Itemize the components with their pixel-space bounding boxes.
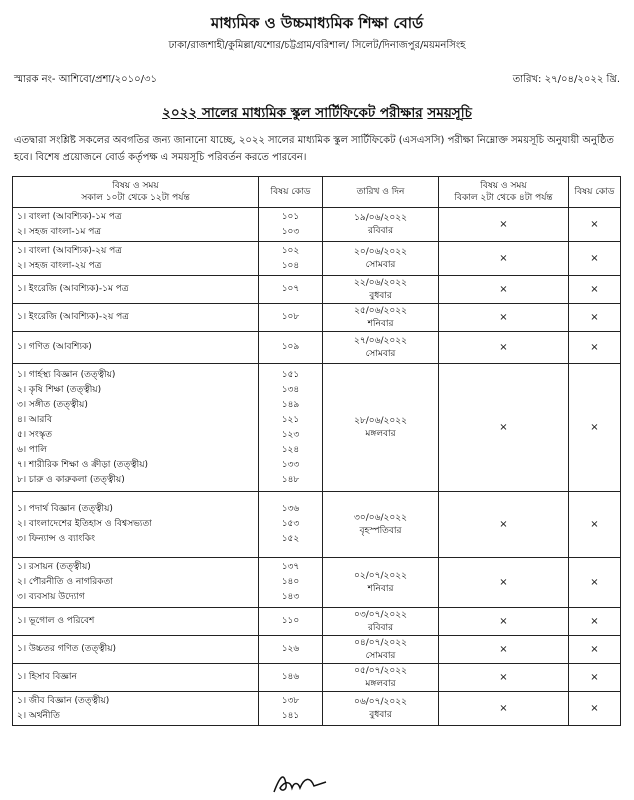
afternoon-subject-cell: × [439, 692, 569, 726]
table-row [13, 242, 621, 276]
table-row [13, 276, 621, 304]
subject-code: ১০৯ [281, 342, 300, 352]
exam-day: সোমবার [365, 259, 396, 270]
header-afternoon-code: বিষয় কোড [569, 177, 621, 208]
subject-code: ১৫৩ [281, 519, 300, 529]
header-subject-code: বিষয় কোড [259, 177, 323, 208]
afternoon-code-cell: × [569, 692, 621, 726]
subject-name: ২। সহজ বাংলা-১ম পত্র [17, 226, 101, 237]
date-cell [323, 242, 439, 276]
subject-code: ১৪১ [281, 710, 300, 721]
exam-day: বুধবার [369, 290, 392, 301]
table-row [13, 492, 621, 558]
code-cell [259, 664, 323, 692]
exam-date: ২০/০৬/২০২২ [354, 246, 407, 257]
header-subject-time-label: বিষয় ও সময় [112, 181, 159, 191]
exam-date: ৩০/০৬/২০২২ [354, 512, 407, 523]
subject-code: ১০৩ [281, 226, 300, 237]
afternoon-code-cell: × [569, 492, 621, 558]
exam-date: ০২/০৭/২০২২ [354, 570, 407, 581]
subject-code: ১৫১ [281, 369, 300, 380]
schedule-body [13, 208, 621, 726]
exam-day: রবিবার [367, 622, 394, 633]
subject-name: ৫। সংস্কৃত [17, 429, 52, 440]
date-cell [323, 608, 439, 636]
intro-paragraph: এতদ্বারা সংশ্লিষ্ট সকলের অবগতির জন্য জানানো যাচ্ছে, ২০২২ সালের মাধ্যমিক স্কুল সার্টিফিকেট (এসএসসি) পরীক্ষা নিম্নোক্ত সময়সূচি অনুযায়ী অনুষ্ঠিত হবে। বিশেষ প্রয়োজনে বোর্ড কর্তৃপক্ষ এ সময়সূচি পরিবর্তন করতে পারবেন। [14, 135, 614, 163]
header-morning-label: সকাল ১০টা থেকে ১২টা পর্যন্ত [81, 193, 190, 203]
afternoon-code-cell: × [569, 636, 621, 664]
exam-date: ২৫/০৬/২০২২ [354, 305, 407, 316]
signature [270, 768, 330, 796]
exam-day: মঙ্গলবার [365, 678, 396, 689]
afternoon-subject-cell: × [439, 208, 569, 242]
subject-code: ১৪৮ [281, 474, 300, 485]
subject-name: ৩। ব্যবসায় উদ্যোগ [17, 592, 85, 602]
afternoon-subject-cell: × [439, 492, 569, 558]
subject-name: ১। পদার্থ বিজ্ঞান (তত্ত্বীয়) [17, 504, 113, 514]
exam-date: ২৭/০৬/২০২২ [354, 335, 407, 346]
afternoon-code-cell: × [569, 242, 621, 276]
subject-name: ১। বাংলা (আবশ্যিক)-২য় পত্র [17, 245, 122, 256]
exam-day: সোমবার [365, 348, 396, 359]
subject-code: ১৩৬ [281, 504, 300, 514]
subject-code: ১১০ [281, 616, 300, 626]
exam-date: ০৬/০৭/২০২২ [354, 696, 407, 707]
subject-name: ১। জীব বিজ্ঞান (তত্ত্বীয়) [17, 695, 110, 706]
subject-code: ১৪৯ [281, 399, 300, 410]
table-row [13, 364, 621, 492]
subject-cell [13, 208, 259, 242]
notice-title-tail: সময়সূচি [427, 105, 472, 121]
subject-name: ১। রসায়ন (তত্ত্বীয়) [17, 562, 91, 572]
subject-name: ১। গার্হস্থ্য বিজ্ঞান (তত্ত্বীয়) [17, 369, 116, 380]
date-cell [323, 558, 439, 608]
issue-date: তারিখ: ২৭/০৪/২০২২ খ্রি. [512, 74, 620, 85]
table-row [13, 664, 621, 692]
subject-code: ১০২ [281, 245, 300, 256]
subject-name: ১। উচ্চতর গণিত (তত্ত্বীয়) [17, 644, 117, 654]
date-cell [323, 208, 439, 242]
exam-day: বৃহস্পতিবার [359, 525, 402, 536]
exam-day: রবিবার [367, 225, 394, 236]
notice-title-main: ২০২২ সালের মাধ্যমিক স্কুল সার্টিফিকেট পরীক্ষার [162, 105, 423, 121]
subject-name: ১। হিসাব বিজ্ঞান [17, 672, 77, 682]
date-cell [323, 692, 439, 726]
exam-day: বুধবার [369, 709, 392, 720]
subject-cell [13, 608, 259, 636]
board-title: মাধ্যমিক ও উচ্চমাধ্যমিক শিক্ষা বোর্ড [210, 14, 424, 32]
notice-title [0, 102, 634, 125]
subject-name: ৬। পালি [17, 444, 47, 455]
date-cell [323, 492, 439, 558]
subject-code: ১৩৩ [281, 459, 300, 470]
code-cell [259, 332, 323, 364]
code-cell [259, 276, 323, 304]
afternoon-code-cell: × [569, 608, 621, 636]
subject-code: ১০৭ [281, 284, 300, 294]
board-locations: ঢাকা/রাজশাহী/কুমিল্লা/যশোর/চট্টগ্রাম/বরিশাল/ সিলেট/দিনাজপুর/ময়মনসিংহ [168, 40, 466, 51]
subject-name: ১। ইংরেজি (আবশ্যিক)-১ম পত্র [17, 284, 129, 294]
exam-day: সোমবার [365, 650, 396, 661]
exam-schedule-table [12, 176, 621, 726]
exam-day: শনিবার [367, 583, 394, 594]
subject-code: ১৪০ [281, 577, 300, 587]
afternoon-code-cell: × [569, 332, 621, 364]
code-cell [259, 242, 323, 276]
subject-cell [13, 304, 259, 332]
code-cell [259, 558, 323, 608]
subject-code: ১২৪ [281, 444, 300, 455]
table-row [13, 558, 621, 608]
subject-cell [13, 492, 259, 558]
afternoon-code-cell: × [569, 664, 621, 692]
subject-cell [13, 664, 259, 692]
subject-name: ২। কৃষি শিক্ষা (তত্ত্বীয়) [17, 384, 102, 395]
date-cell [323, 636, 439, 664]
subject-cell [13, 332, 259, 364]
subject-code: ১২৩ [281, 429, 300, 440]
exam-date: ০৩/০৭/২০২২ [354, 609, 407, 620]
subject-name: ৭। শারীরিক শিক্ষা ও ক্রীড়া (তত্ত্বীয়) [17, 459, 149, 470]
afternoon-subject-cell: × [439, 332, 569, 364]
subject-name: ১। বাংলা (আবশ্যিক)-১ম পত্র [17, 211, 122, 222]
subject-cell [13, 692, 259, 726]
table-row [13, 332, 621, 364]
subject-cell [13, 364, 259, 492]
date-cell [323, 364, 439, 492]
exam-date: ২২/০৬/২০২২ [354, 277, 407, 288]
afternoon-subject-cell: × [439, 664, 569, 692]
subject-name: ১। গণিত (আবশ্যিক) [17, 342, 92, 352]
header-afternoon-subject-time [439, 177, 569, 208]
exam-day: মঙ্গলবার [365, 428, 396, 439]
subject-cell [13, 242, 259, 276]
subject-cell [13, 558, 259, 608]
afternoon-subject-cell: × [439, 636, 569, 664]
subject-code: ১৪৬ [281, 672, 300, 682]
code-cell [259, 492, 323, 558]
table-row [13, 608, 621, 636]
table-row [13, 208, 621, 242]
afternoon-subject-cell: × [439, 304, 569, 332]
subject-code: ১২৬ [281, 644, 300, 654]
afternoon-subject-cell: × [439, 276, 569, 304]
subject-name: ১। ভূগোল ও পরিবেশ [17, 616, 95, 626]
code-cell [259, 608, 323, 636]
table-row [13, 304, 621, 332]
table-row [13, 692, 621, 726]
subject-code: ১৩৪ [281, 384, 300, 395]
afternoon-subject-cell: × [439, 242, 569, 276]
subject-name: ২। পৌরনীতি ও নাগরিকতা [17, 577, 113, 587]
subject-name: ৪। আরবি [17, 414, 52, 425]
afternoon-code-cell: × [569, 364, 621, 492]
afternoon-code-cell: × [569, 208, 621, 242]
subject-cell [13, 636, 259, 664]
subject-code: ১৩৭ [281, 562, 300, 572]
afternoon-code-cell: × [569, 276, 621, 304]
date-cell [323, 276, 439, 304]
subject-code: ১০১ [281, 211, 300, 222]
subject-name: ৩। ফিন্যান্স ও ব্যাংকিং [17, 534, 95, 544]
exam-day: শনিবার [367, 318, 394, 329]
subject-code: ১৪৩ [281, 592, 300, 602]
header-afternoon-label: বিকাল ২টা থেকে ৪টা পর্যন্ত [454, 193, 553, 203]
afternoon-subject-cell: × [439, 608, 569, 636]
date-cell [323, 304, 439, 332]
subject-code: ১৩৮ [281, 695, 300, 706]
afternoon-subject-cell: × [439, 558, 569, 608]
subject-name: ২। অর্থনীতি [17, 710, 60, 721]
subject-name: ৮। চারু ও কারুকলা (তত্ত্বীয়) [17, 474, 125, 485]
subject-code: ১৫২ [281, 534, 300, 544]
memo-number: স্মারক নং- আশিবো/প্রশা/২০১০/৩১ [14, 74, 157, 85]
exam-date: ১৯/০৬/২০২২ [354, 212, 407, 223]
subject-cell [13, 276, 259, 304]
exam-date: ২৮/০৬/২০২২ [354, 415, 407, 426]
header-date-day: তারিখ ও দিন [323, 177, 439, 208]
subject-code: ১২১ [281, 414, 300, 425]
date-cell [323, 332, 439, 364]
header-afternoon-subject-label: বিষয় ও সময় [480, 181, 527, 191]
code-cell [259, 304, 323, 332]
subject-code: ১০৮ [281, 312, 300, 322]
exam-date: ০৪/০৭/২০২২ [354, 637, 407, 648]
code-cell [259, 208, 323, 242]
code-cell [259, 364, 323, 492]
subject-name: ২। সহজ বাংলা-২য় পত্র [17, 260, 102, 271]
header-subject-time [13, 177, 259, 208]
subject-code: ১০৪ [281, 260, 300, 271]
code-cell [259, 636, 323, 664]
subject-name: ১। ইংরেজি (আবশ্যিক)-২য় পত্র [17, 312, 129, 322]
exam-date: ০৫/০৭/২০২২ [354, 665, 407, 676]
afternoon-subject-cell: × [439, 364, 569, 492]
subject-name: ৩। সঙ্গীত (তত্ত্বীয়) [17, 399, 88, 410]
subject-name: ২। বাংলাদেশের ইতিহাস ও বিশ্বসভ্যতা [17, 519, 152, 529]
date-cell [323, 664, 439, 692]
afternoon-code-cell: × [569, 304, 621, 332]
table-header-row [13, 177, 621, 208]
code-cell [259, 692, 323, 726]
table-row [13, 636, 621, 664]
afternoon-code-cell: × [569, 558, 621, 608]
